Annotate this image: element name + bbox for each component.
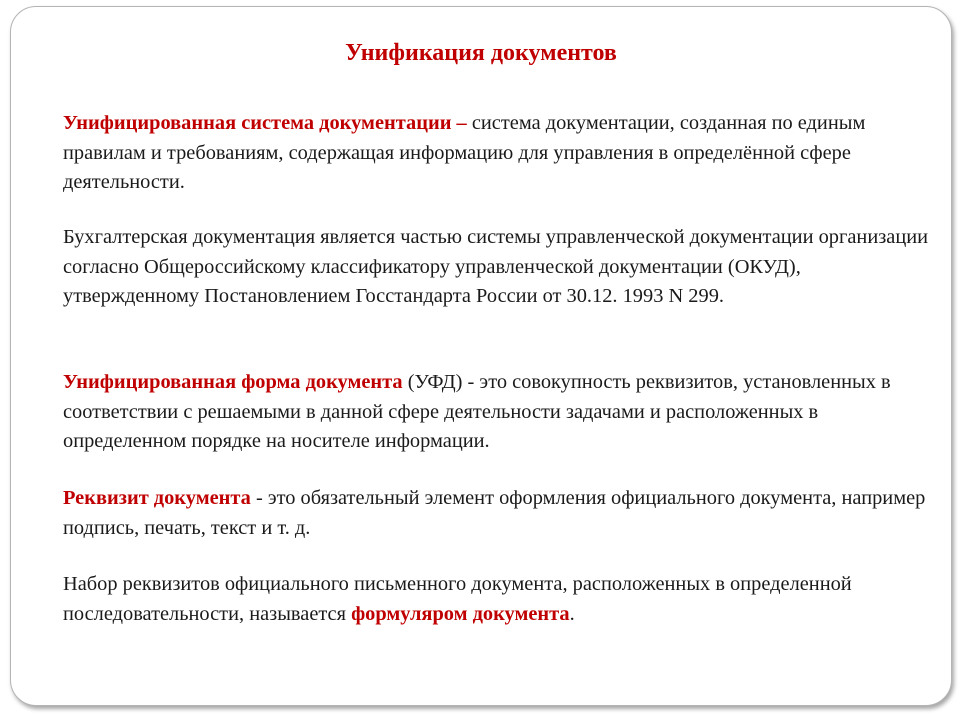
paragraph-requisite — [63, 484, 933, 543]
term-requisite: Реквизит документа — [63, 487, 251, 509]
paragraph-accounting-docs — [63, 223, 933, 312]
paragraph-text-end: . — [569, 602, 575, 625]
paragraph-formular — [63, 570, 933, 629]
slide-frame — [10, 6, 952, 706]
slide-title: Унификация документов — [345, 40, 617, 66]
term-unified-form: Унифицированная форма документа — [63, 371, 403, 393]
paragraph-text: (УФД) - это совокупность реквизитов, установленных в соответствии с решаемыми в данной сфере деятельности задачами и расположенных в определенном порядке на носителе информации. — [63, 371, 891, 452]
paragraph-text: Бухгалтерская документация является частью системы управленческой документации организации согласно Общероссийскому классификатору управленческой документации (ОКУД), утвержденному Постановлением Госстандарта России от 30.12. 1993 N 299. — [63, 226, 929, 307]
paragraph-text: Набор реквизитов официального письменного документа, расположенных в определенной последовательности, называется — [63, 573, 852, 625]
term-formular: формуляром документа — [351, 602, 570, 625]
paragraph-text: система документации, созданная по единым правилам и требованиям, содержащая информацию для управления в определённой сфере деятельности. — [63, 112, 866, 193]
paragraph-text: - это обязательный элемент оформления официального документа, например подпись, печать, текст и т. д. — [63, 487, 926, 539]
paragraph-unified-form — [63, 368, 933, 457]
paragraph-unified-system — [63, 109, 933, 198]
term-unified-system: Унифицированная система документации – — [63, 112, 467, 134]
